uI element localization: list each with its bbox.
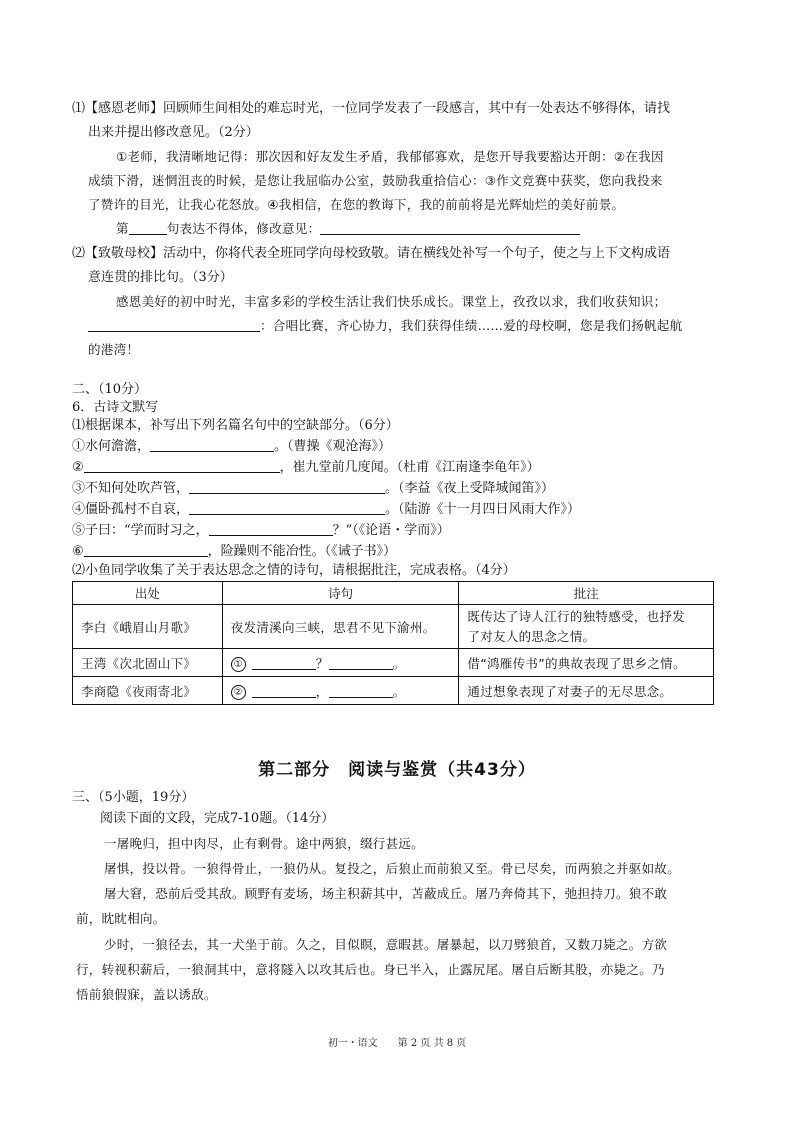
- q1-answer-mid: 句表达不得体，修改意见：: [166, 221, 321, 236]
- table-sep-1: ？: [315, 655, 329, 671]
- passage-para-2: 屠惧，投以骨。一狼得骨止，一狼仍从。复投之，后狼止而前狼又至。骨已尽矣，而两狼之并驱如故。: [104, 861, 681, 876]
- q2-parallel-sentence-blank[interactable]: [88, 317, 260, 332]
- poem-line-3-source: 。（李益《夜上受降城闻笛》）: [385, 481, 555, 496]
- poem-blank-5[interactable]: [209, 521, 333, 536]
- poem-line-3-text: ③不知何处吹芦管，: [72, 481, 190, 496]
- table-verse-blank-2a[interactable]: [252, 683, 316, 698]
- table-note-line1: 既传达了诗人江行的独特感受，也抒发: [467, 608, 686, 624]
- q1-answer-prefix: 第: [116, 221, 129, 236]
- part3-header: 三、（5小题，19分）: [72, 790, 195, 805]
- page-footer: 初一・语文 第 2 页 共 8 页: [327, 1038, 467, 1049]
- section-title: 第二部分 阅读与鉴赏（共43分）: [258, 760, 536, 780]
- poem-table: [72, 581, 714, 705]
- q1-passage-line3: 了赞许的目光，让我心花怒放。④我相信，在您的教诲下，我的前前将是光辉灿烂的美好前景。: [88, 197, 625, 212]
- table-cell-verse: 夜发清溪向三峡，思君不见下渝州。: [222, 605, 459, 649]
- table-verse-blank-1b[interactable]: [329, 655, 393, 670]
- q6-sub2-prompt: ⑵小鱼同学收集了关于表达思念之情的诗句，请根据批注，完成表格。（4分）: [72, 563, 516, 578]
- poem-line-6-source: ，险躁则不能冶性。（《诫子书》）: [207, 544, 397, 559]
- passage-para-4a: 少时，一狼径去，其一犬坐于前。久之，目似瞑，意暇甚。屠暴起，以刀劈狼首，又数刀毙之。方欲: [104, 937, 668, 952]
- poem-line-1-source: 。（曹操《观沧海》）: [274, 439, 392, 454]
- q1-passage-line2: 成绩下滑，迷惘沮丧的时候，是您让我屈临办公室，鼓励我重拾信心：③作文竞赛中获奖，您向我投来: [88, 173, 663, 188]
- q2-passage-after-blank: ：合唱比赛，齐心协力，我们获得佳绩……爱的母校啊，您是我们扬帆起航: [260, 318, 683, 333]
- table-cell-source: 王湾《次北固山下》: [73, 649, 223, 677]
- q6-sub1-prompt: ⑴根据课本，补写出下列名篇名句中的空缺部分。（6分）: [72, 418, 399, 433]
- q6-title: 6．古诗文默写: [72, 400, 159, 415]
- q1-passage-line1: ①老师，我清晰地记得：那次因和好友发生矛盾，我郁郁寡欢，是您开导我要豁达开朗：②在我因: [116, 149, 664, 164]
- part3-intro: 阅读下面的文段，完成7-10题。（14分）: [100, 811, 335, 826]
- poem-line-3: [72, 479, 554, 498]
- q2-prompt-line2: 意连贯的排比句。（3分）: [88, 270, 233, 285]
- q2-passage-line3: 的港湾！: [88, 342, 140, 357]
- table-row: [73, 605, 714, 649]
- poem-line-4-text: ④僵卧孤村不自哀，: [72, 502, 190, 517]
- table-sep-2: 。: [392, 683, 406, 699]
- poem-line-1: [72, 437, 391, 456]
- table-cell-source: 李白《峨眉山月歌》: [73, 605, 223, 649]
- poem-line-5-source: ？”（《论语・学而》）: [332, 523, 450, 538]
- table-cell-note: 借“鸿雁传书”的典故表现了思乡之情。: [459, 649, 714, 677]
- passage-para-4b: 行，转视积薪后，一狼洞其中，意将隧入以攻其后也。身已半入，止露尻尾。屠自后断其股，亦毙之。乃: [76, 962, 665, 977]
- poem-line-1-text: ①水何澹澹，: [72, 439, 151, 454]
- poem-line-5-text: ⑤子曰：“学而时习之，: [72, 523, 209, 538]
- poem-line-5: [72, 521, 450, 540]
- table-cell-verse: [222, 677, 459, 705]
- table-row: [73, 649, 714, 677]
- poem-line-4-source: 。（陆游《十一月四日风雨大作》）: [385, 502, 581, 517]
- q2-prompt-line1: ⑵【致敬母校】活动中，你将代表全班同学向母校致敬。请在横线处补写一个句子，使之与上下文构成语: [72, 246, 671, 261]
- poem-blank-1[interactable]: [150, 437, 274, 452]
- poem-blank-2[interactable]: [84, 458, 280, 473]
- poem-blank-3[interactable]: [189, 479, 385, 494]
- q1-answer-line: [116, 220, 580, 238]
- passage-para-3a: 屠大窘，恐前后受其敌。顾野有麦场，场主积薪其中，苫蔽成丘。屠乃奔倚其下，弛担持刀。狼不敢: [104, 886, 668, 901]
- table-verse-blank-1a[interactable]: [252, 655, 316, 670]
- q2-passage-line1: 感恩美好的初中时光，丰富多彩的学校生活让我们快乐成长。课堂上，孜孜以求，我们收获知识；: [116, 294, 667, 309]
- poem-line-6: [72, 542, 396, 561]
- q2-passage-line2: [88, 317, 682, 335]
- poem-line-2-text: ②: [72, 460, 84, 475]
- table-sep-2: 。: [392, 655, 406, 671]
- passage-para-1: 一屠晚归，担中肉尽，止有剩骨。途中两狼，缀行甚远。: [104, 836, 425, 851]
- q1-prompt-line2: 出来并提出修改意见。（2分）: [88, 125, 259, 140]
- q1-prompt-line1: ⑴【感恩老师】回顾师生间相处的难忘时光，一位同学发表了一段感言，其中有一处表达不够得体，请找: [72, 101, 671, 116]
- poem-blank-6[interactable]: [84, 542, 208, 557]
- poem-blank-4[interactable]: [189, 500, 385, 515]
- table-header-note: 批注: [459, 582, 714, 605]
- table-cell-note: [459, 605, 714, 649]
- table-cell-source: 李商隐《夜雨寄北》: [73, 677, 223, 705]
- poem-line-4: [72, 500, 580, 519]
- table-row-marker: ①: [231, 657, 246, 672]
- passage-para-3b: 前，眈眈相向。: [76, 911, 166, 926]
- table-header-verse: 诗句: [222, 582, 459, 605]
- q1-sentence-number-blank[interactable]: [129, 220, 167, 235]
- table-row-marker: ②: [231, 685, 246, 700]
- table-note-line2: 了对友人的思念之情。: [467, 628, 596, 644]
- poem-line-2: [72, 458, 540, 477]
- passage-para-4c: 悟前狼假寐，盖以诱敌。: [76, 987, 217, 1002]
- part2-header: 二、（10分）: [72, 382, 148, 397]
- table-header-row: [73, 582, 714, 605]
- table-row: [73, 677, 714, 705]
- table-header-source: 出处: [73, 582, 223, 605]
- q1-revision-blank[interactable]: [320, 220, 580, 235]
- table-sep-1: ，: [315, 683, 329, 699]
- table-cell-note: 通过想象表现了对妻子的无尽思念。: [459, 677, 714, 705]
- table-cell-verse: [222, 649, 459, 677]
- poem-line-2-source: ，崔九堂前几度闻。（杜甫《江南逢李龟年》）: [279, 460, 540, 475]
- table-verse-blank-2b[interactable]: [329, 683, 393, 698]
- poem-line-6-text: ⑥: [72, 544, 84, 559]
